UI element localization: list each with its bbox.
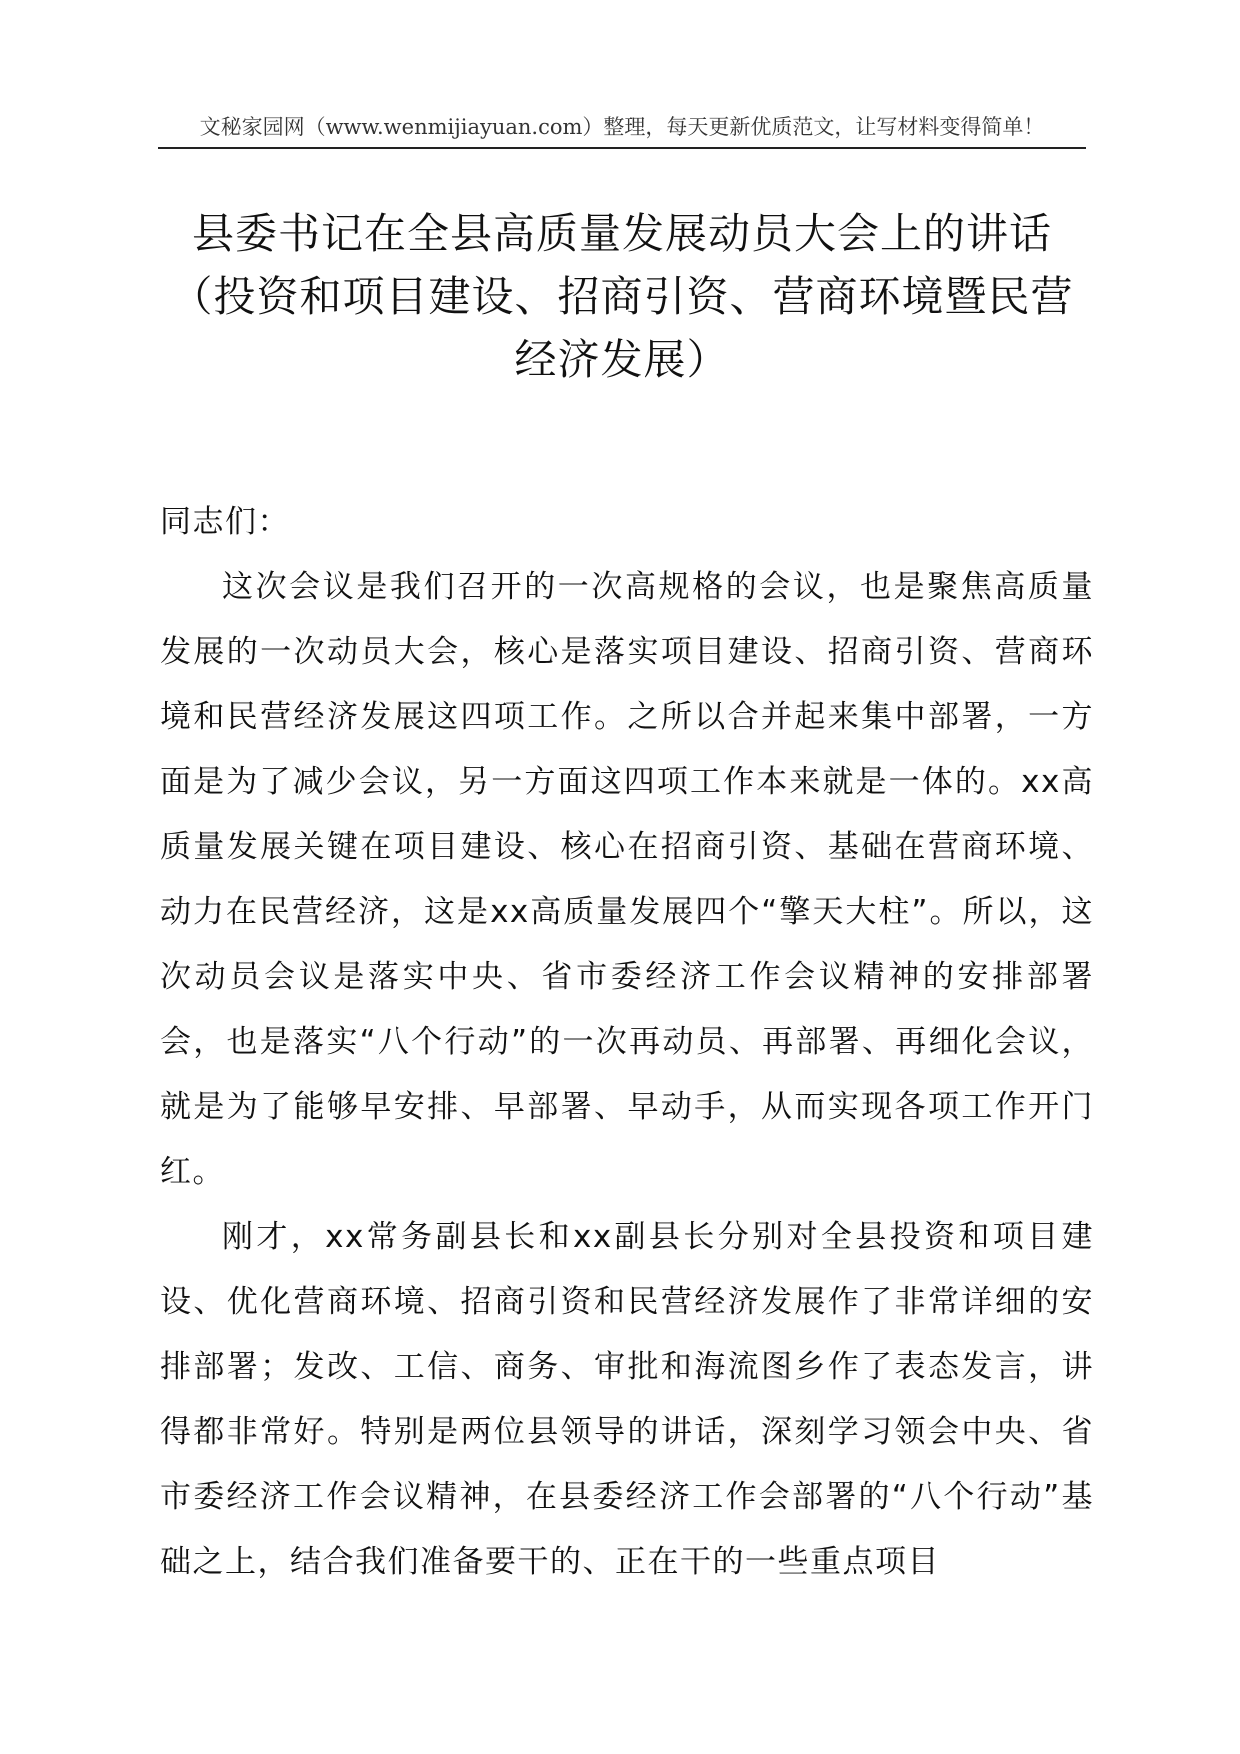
page-header: 文秘家园网（www.wenmijiayuan.com）整理，每天更新优质范文，让写材料变得简单！ bbox=[199, 115, 1045, 139]
salutation: 同志们： bbox=[160, 504, 290, 540]
body-paragraph-2: 刚才，xx常务副县长和xx副县长分别对全县投资和项目建设、优化营商环境、招商引资和民营经济发展作了非常详细的安排部署；发改、工信、商务、审批和海流图乡作了表态发言，讲得都非常好。特别是两位县领导的讲话，深刻学习领会中央、省市委经济工作会议精神，在县委经济工作会部署的“八个行动”基础之上，结合我们准备要干的、正在干的一些重点项目 bbox=[160, 1219, 1094, 1580]
document-title: 县委书记在全县高质量发展动员大会上的讲话（投资和项目建设、招商引资、营商环境暨民营经济发展） bbox=[170, 209, 1074, 384]
header-divider bbox=[158, 147, 1086, 149]
document-body bbox=[160, 490, 1094, 1595]
body-paragraph-1: 这次会议是我们召开的一次高规格的会议，也是聚焦高质量发展的一次动员大会，核心是落实项目建设、招商引资、营商环境和民营经济发展这四项工作。之所以合并起来集中部署，一方面是为了减少会议，另一方面这四项工作本来就是一体的。xx高质量发展关键在项目建设、核心在招商引资、基础在营商环境、动力在民营经济，这是xx高质量发展四个“擎天大柱”。所以，这次动员会议是落实中央、省市委经济工作会议精神的安排部署会，也是落实“八个行动”的一次再动员、再部署、再细化会议，就是为了能够早安排、早部署、早动手，从而实现各项工作开门红。 bbox=[160, 569, 1094, 1190]
